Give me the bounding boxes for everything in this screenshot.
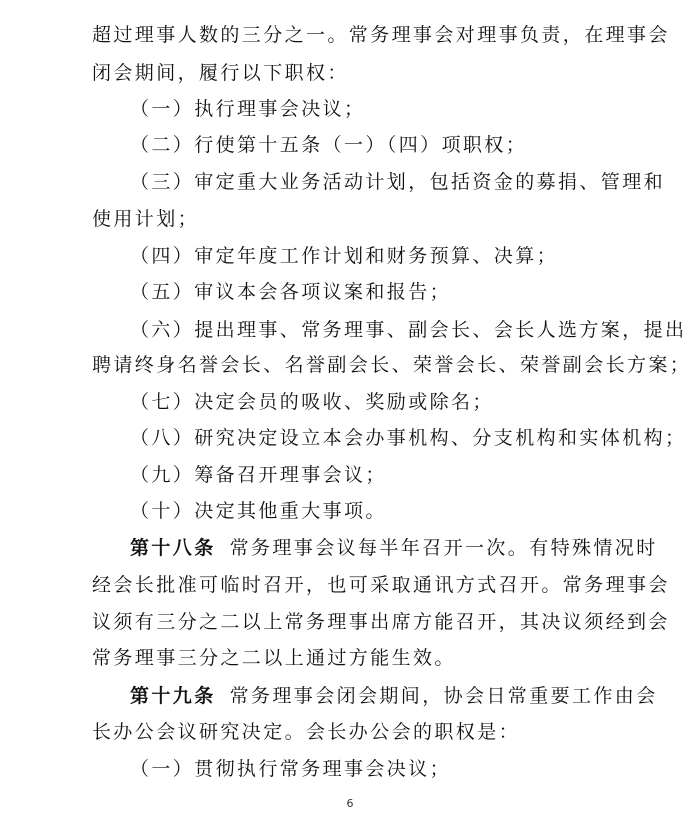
article-18-first-line [130,530,660,566]
text-line: 经会长批准可临时召开，也可采取通讯方式召开。常务理事会 [92,574,670,596]
text-line: 议须有三分之二以上常务理事出席方能召开，其决议须经到会 [92,611,670,633]
list-item: （十）决定其他重大事项。 [130,500,387,522]
list-item: （二）行使第十五条（一）（四）项职权； [130,134,528,156]
text-line: 闭会期间，履行以下职权： [92,62,349,84]
page-number: 6 [346,797,354,810]
article-19-first-line [130,678,660,714]
text-line: 常务理事三分之二以上通过方能生效。 [92,647,456,669]
list-item: （四）审定年度工作计划和财务预算、决算； [130,245,559,267]
article-19-text: 常务理事会闭会期间，协会日常重要工作由会 [229,685,658,707]
list-item: （五）审议本会各项议案和报告； [130,281,452,303]
text-line: 聘请终身名誉会长、名誉副会长、荣誉会长、荣誉副会长方案； [92,354,692,376]
text-line: 长办公会议研究决定。会长办公会的职权是： [92,721,521,743]
text-line: 超过理事人数的三分之一。常务理事会对理事负责，在理事会 [92,24,670,46]
list-item: （六）提出理事、常务理事、副会长、会长人选方案，提出 [130,319,687,341]
list-item: （一）执行理事会决议； [130,98,366,120]
article-19-heading: 第十九条 [130,685,216,707]
list-item: （一）贯彻执行常务理事会决议； [130,758,452,780]
article-18-text: 常务理事会议每半年召开一次。有特殊情况时 [229,537,658,559]
text-line: 使用计划； [92,208,200,230]
list-item: （九）筹备召开理事会议； [130,464,387,486]
list-item: （三）审定重大业务活动计划，包括资金的募捐、管理和 [130,171,666,193]
article-18-heading: 第十八条 [130,537,216,559]
list-item: （七）决定会员的吸收、奖励或除名； [130,391,494,413]
list-item: （八）研究决定设立本会办事机构、分支机构和实体机构； [130,427,687,449]
